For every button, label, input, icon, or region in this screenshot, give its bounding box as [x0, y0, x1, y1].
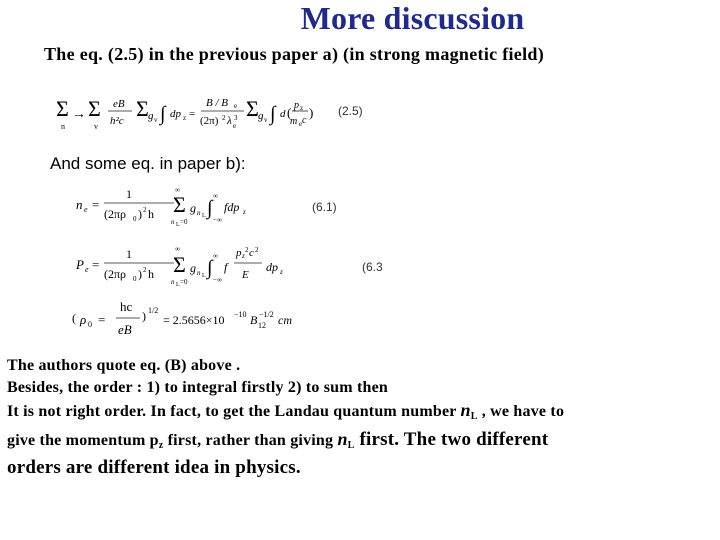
- svg-text:n: n: [197, 269, 201, 277]
- svg-text:L: L: [176, 222, 180, 228]
- svg-text:P: P: [76, 257, 84, 272]
- svg-text:z: z: [300, 104, 304, 112]
- svg-text:∫: ∫: [160, 103, 166, 125]
- equation-6-3: [76, 238, 336, 292]
- equation-6-3-label: (6.3: [362, 260, 383, 274]
- svg-text:E: E: [242, 269, 249, 281]
- svg-text:0: 0: [88, 320, 92, 329]
- svg-text:2: 2: [143, 206, 147, 214]
- svg-text:dp: dp: [170, 108, 181, 120]
- svg-text:c: c: [249, 247, 254, 259]
- svg-text:−∞: −∞: [213, 276, 222, 284]
- svg-text:e: e: [233, 122, 237, 130]
- svg-text:0: 0: [133, 215, 137, 223]
- svg-text:ρ: ρ: [80, 312, 87, 327]
- svg-text:g: g: [190, 201, 196, 215]
- svg-text:): ): [142, 309, 146, 323]
- svg-text:f: f: [224, 260, 228, 274]
- svg-text:m: m: [290, 116, 298, 127]
- svg-text:v: v: [264, 116, 268, 124]
- equation-6-1-label: (6.1): [312, 200, 337, 214]
- subtitle: The eq. (2.5) in the previous paper a) (in strong magnetic field): [44, 44, 544, 64]
- equation-2-5: [56, 92, 376, 134]
- svg-text:hc: hc: [120, 299, 133, 314]
- svg-text:e: e: [84, 205, 88, 214]
- svg-text:B: B: [250, 313, 258, 327]
- equation-2-5-label: (2.5): [338, 104, 363, 118]
- svg-text:∫: ∫: [207, 257, 213, 279]
- text-line-2: Besides, the order : 1) to integral firstly 2) to sum then: [7, 379, 389, 396]
- svg-text:eB: eB: [118, 322, 132, 337]
- svg-text:2: 2: [255, 246, 259, 254]
- svg-text:−10: −10: [234, 310, 247, 319]
- discussion-text: [7, 355, 715, 479]
- svg-text:g: g: [148, 110, 154, 122]
- svg-text:∞: ∞: [213, 192, 218, 200]
- svg-text:L: L: [176, 282, 180, 288]
- equation-6-1: [76, 184, 316, 230]
- svg-text:∫: ∫: [207, 197, 213, 219]
- svg-text:=0: =0: [180, 278, 188, 286]
- equation-rho0: [70, 298, 350, 342]
- svg-text:−1/2: −1/2: [259, 310, 274, 319]
- svg-text:h: h: [148, 267, 154, 281]
- svg-text:(2πρ: (2πρ: [104, 207, 127, 221]
- svg-text:d: d: [280, 108, 286, 120]
- svg-text:∞: ∞: [175, 245, 180, 253]
- svg-text:B / B: B / B: [206, 97, 228, 109]
- svg-text:c: c: [302, 115, 307, 126]
- svg-text:): ): [138, 267, 142, 281]
- svg-text:→: →: [72, 107, 86, 122]
- svg-text:n: n: [61, 122, 65, 131]
- svg-text:=: =: [98, 312, 106, 327]
- svg-text:Σ: Σ: [56, 96, 69, 121]
- svg-text:(2πρ: (2πρ: [104, 267, 127, 281]
- text-line-3: It is not right order. In fact, to get the Landau quantum number $n_L$ , we have to: [7, 400, 565, 422]
- svg-text:2: 2: [143, 266, 147, 274]
- svg-text:n: n: [197, 209, 201, 217]
- text-line-1: The authors quote eq. (B) above .: [7, 357, 241, 374]
- svg-text:=0: =0: [180, 218, 188, 226]
- svg-text:h²c: h²c: [110, 115, 124, 127]
- text-line-5: orders are different idea in physics.: [7, 457, 301, 478]
- svg-text:e: e: [85, 265, 89, 274]
- svg-text:L: L: [202, 213, 206, 219]
- svg-text:p: p: [236, 247, 242, 259]
- svg-text:): ): [138, 207, 142, 221]
- svg-text:dp: dp: [266, 260, 278, 274]
- svg-text:∞: ∞: [213, 252, 218, 260]
- svg-text:1: 1: [126, 247, 132, 261]
- svg-text:z: z: [280, 268, 283, 276]
- svg-text:=: =: [189, 108, 196, 120]
- svg-text:= 2.5656×10: = 2.5656×10: [163, 313, 225, 327]
- svg-text:n: n: [76, 197, 83, 212]
- page-title: More discussion: [300, 0, 525, 36]
- svg-text:2: 2: [222, 114, 226, 122]
- svg-text:p: p: [294, 100, 299, 111]
- svg-text:n: n: [171, 278, 175, 286]
- svg-text:eB: eB: [113, 98, 125, 110]
- svg-text:2: 2: [245, 246, 249, 254]
- svg-text:∫: ∫: [270, 103, 276, 125]
- svg-text:12: 12: [258, 321, 266, 330]
- svg-text:(: (: [287, 105, 292, 120]
- svg-text:∞: ∞: [175, 186, 180, 194]
- paper-b-intro: And some eq. in paper b):: [50, 154, 246, 173]
- svg-text:(: (: [72, 311, 76, 325]
- svg-text:z: z: [183, 114, 187, 122]
- svg-text:e: e: [299, 120, 303, 128]
- svg-text:1: 1: [126, 187, 132, 201]
- svg-text:cm: cm: [278, 313, 292, 327]
- svg-text:0: 0: [133, 275, 137, 283]
- svg-text:Σ: Σ: [136, 96, 149, 121]
- svg-text:v: v: [154, 116, 158, 124]
- svg-text:fdp: fdp: [224, 200, 240, 214]
- text-line-4: give the momentum $p_z$ first, rather than giving $n_L$ first. The two different: [7, 429, 549, 451]
- svg-text:g: g: [190, 261, 196, 275]
- svg-text:Σ: Σ: [173, 192, 186, 217]
- svg-text:h: h: [148, 207, 154, 221]
- svg-text:=: =: [92, 197, 100, 212]
- svg-text:): ): [309, 105, 314, 120]
- svg-text:n: n: [171, 218, 175, 226]
- svg-text:(2π): (2π): [200, 115, 219, 127]
- svg-text:Σ: Σ: [246, 96, 259, 121]
- svg-text:λ: λ: [227, 115, 232, 127]
- svg-text:=: =: [92, 257, 100, 272]
- svg-text:z: z: [242, 252, 245, 260]
- svg-text:e: e: [234, 102, 238, 110]
- svg-text:−∞: −∞: [213, 216, 222, 224]
- svg-text:g: g: [258, 110, 264, 122]
- svg-text:Σ: Σ: [88, 96, 101, 121]
- svg-text:1/2: 1/2: [148, 306, 159, 315]
- svg-text:Σ: Σ: [173, 252, 186, 277]
- svg-text:z: z: [243, 208, 246, 216]
- svg-text:L: L: [202, 273, 206, 279]
- svg-text:3: 3: [234, 114, 238, 122]
- svg-text:v: v: [94, 122, 98, 131]
